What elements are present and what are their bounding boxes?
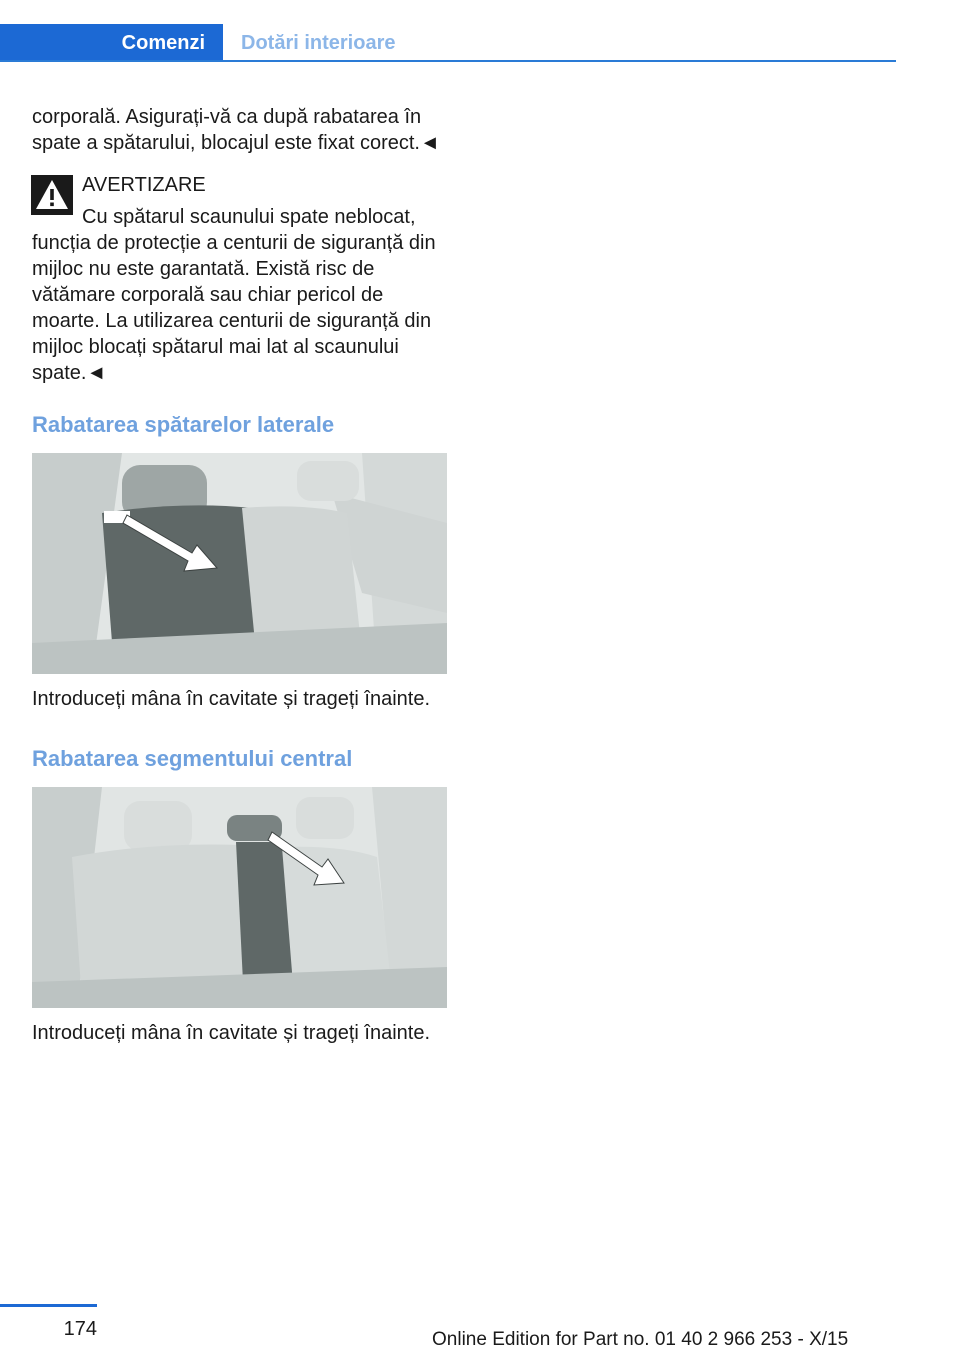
warning-title: AVERTIZARE	[82, 174, 206, 196]
header-tab-bar	[0, 24, 896, 62]
photo-center-segment-fold	[32, 787, 447, 1008]
tab-comenzi[interactable]: Comenzi	[0, 24, 223, 62]
intro-paragraph: corporală. Asigurați-vă ca după rabatarea în spate a spătarului, blocajul este fixat corect.◄	[32, 106, 440, 154]
caption-side-backrests: Introduceți mâna în cavitate și trageți înainte.	[32, 688, 430, 710]
section-heading-center-segment: Rabatarea segmentului central	[32, 746, 353, 771]
tab-bar-underline	[0, 60, 896, 62]
caption-center-segment: Introduceți mâna în cavitate și trageți înainte.	[32, 1022, 430, 1044]
page-number: 174	[63, 1318, 97, 1340]
warning-text: Cu spătarul scaunului spate neblocat, funcția de protecție a centurii de siguranță din mijloc nu este garantată. Există risc de vătămare corporală sau chiar pericol de moarte. La utilizarea centurii de siguranță din mijloc blocați spătarul mai lat al scaunului spate.◄	[32, 206, 436, 384]
footer-rule	[0, 1304, 97, 1307]
edition-note: Online Edition for Part no. 01 40 2 966 253 - X/15	[432, 1329, 849, 1350]
section-heading-side-backrests: Rabatarea spătarelor laterale	[32, 412, 335, 437]
photo-side-backrest-fold	[32, 453, 447, 674]
tab-dotari-interioare[interactable]: Dotări interioare	[241, 32, 396, 54]
